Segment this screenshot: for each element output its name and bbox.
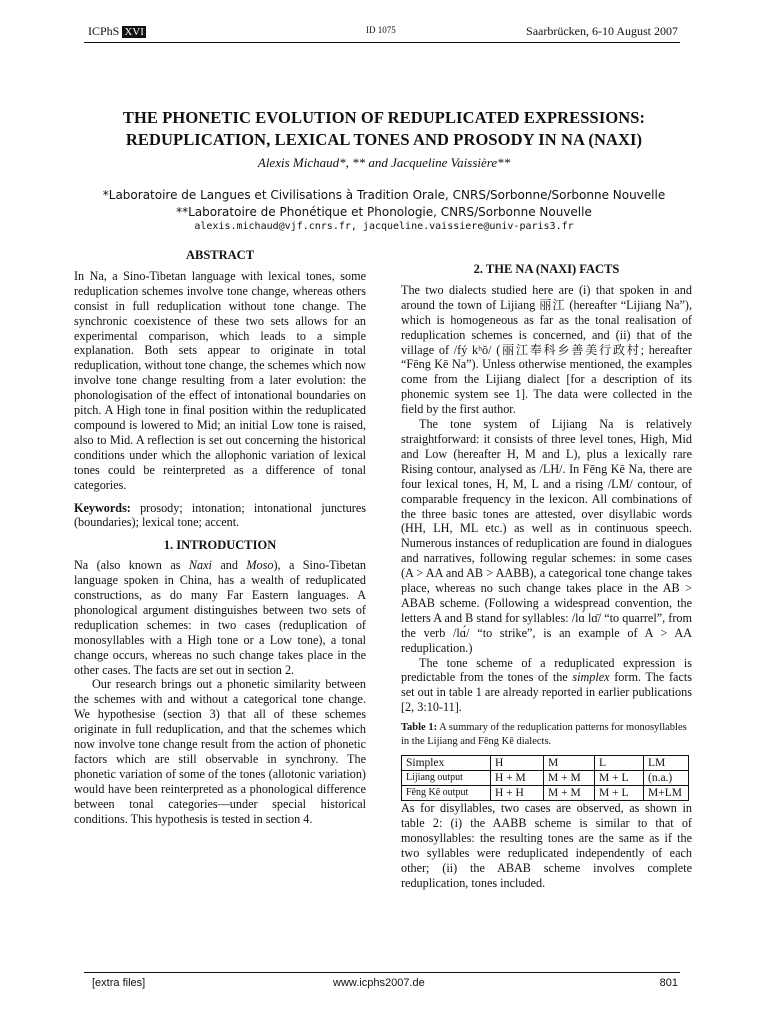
footer-left: [extra files] [92,977,146,989]
table-cell: M+LM [644,786,689,801]
authors: Alexis Michaud*, ** and Jacqueline Vaissière** [257,155,511,170]
paper-id: ID 1075 [366,25,396,35]
section-2-paragraph-1: The two dialects studied here are (i) that spoken in and around the town of Lijiang 丽江 (hereafter “Lijiang Na”), which is homogeneous as far as the tonal realisation of reduplication schemes is concerned, and (ii) that of the village of /fý kʰǒ/ (丽江奉科乡善美行政村; hereafter “Fēng Kē Na”). Unless otherwise mentioned, the examples come from the Lijiang dialect [for a description of its phonemic system see 1]. The data were collected in the field by the first author. [401,282,692,417]
table-1 [401,755,689,801]
affiliation-1: *Laboratoire de Langues et Civilisations à Tradition Orale, CNRS/Sorbonne/Sorbonne Nouvelle [102,188,666,202]
table-cell: (n.a.) [644,771,689,786]
table-cell: H + M [491,771,544,786]
section-2-paragraph-3: The tone scheme of a reduplicated expression is predictable from the tones of the simplex form. The facts set out in table 1 are already reported in earlier publications [2, 3:10-11]. [401,655,692,715]
title-line-2: REDUPLICATION, LEXICAL TONES AND PROSODY IN NA (NAXI) [125,130,643,149]
conference-numeral: XVI [124,26,144,38]
title-line-1: THE PHONETIC EVOLUTION OF REDUPLICATED EXPRESSIONS: [122,108,646,127]
table-cell: Fēng Kē output [402,786,491,801]
location-date: Saarbrücken, 6-10 August 2007 [526,24,678,38]
left-column [74,248,366,827]
section-2-paragraph-2: The tone system of Lijiang Na is relatively straightforward: it consists of three level tones, High, Mid and Low (hereafter H, M and L), plus a lexically rare Rising contour, analysed as /LH/. In Fēng Kē Na, there are four lexical tones, H, M, L and a rising /LM/ contour, of comparable frequency in the lexicon. All combinations of the three basic tones are attested, over disyllabic words (HH, LH, ML etc.) as well as in continuous speech. Numerous instances of reduplication are found in dialogues and narratives, following regular schemes: in some cases (A > AA and AB > AABB), a categorical tone change takes place, whereas no such change takes place in the AB > ABAB scheme. (Following a widespread convention, the letters A and B stand for syllables: /lɑ́ lɑ̄/ “to quarrel”, from the verb /lɑ́/ “to strike”, is an example of A > AA reduplication.) [401,417,692,655]
section-2-heading: 2. THE NA (NAXI) FACTS [473,262,620,276]
paper-title [60,107,708,151]
table-cell: L [595,756,644,771]
section-2-paragraph-4: As for disyllables, two cases are observed, as shown in table 2: (i) the AABB scheme is similar to that of monosyllables: the resulting tones are the same as if the two syllables were reduplicated independently of each other; (ii) the ABAB scheme involves complete reduplication, tones included. [401,801,692,890]
table-cell: H + H [491,786,544,801]
table-header-row [402,756,689,771]
table-cell: M + M [544,786,595,801]
keywords [74,501,366,531]
table-cell: Lijiang output [402,771,491,786]
author-emails: alexis.michaud@vjf.cnrs.fr, jacqueline.vaissiere@univ-paris3.fr [194,221,574,232]
table-cell: H [491,756,544,771]
table-1-caption: Table 1: A summary of the reduplication patterns for monosyllables in the Lijiang and Fēng Kē dialects. [401,722,687,748]
abstract-heading: ABSTRACT [185,248,255,262]
table-cell: M + L [595,786,644,801]
footer-rule [84,972,680,973]
footer-url[interactable]: www.icphs2007.de [333,977,425,989]
table-cell: M [544,756,595,771]
table-cell: M + L [595,771,644,786]
table-cell: M + M [544,771,595,786]
table-cell: LM [644,756,689,771]
table-row [402,771,689,786]
header-rule [84,42,680,43]
intro-paragraph-2: Our research brings out a phonetic similarity between the schemes with and without a categorical tone change. We hypothesise (section 3) that all of these schemes originate in full reduplication, and that the schemes which now involve tone change result from the action of phonetic factors which are still observable in synchrony. The phonetic variation of some of the tones (allotonic variation) would have been reinterpreted as a phonological difference between tonal categories—under special historical conditions. This hypothesis is tested in section 4. [74,677,366,826]
keywords-text: prosody; intonation; intonational junctures (boundaries); lexical tone; accent. [74,500,367,530]
abstract-text: In Na, a Sino-Tibetan language with lexical tones, some reduplication schemes involve tone change, whereas others consist in full reduplication without tone change. The synchronic coexistence of these two sets allows for an experimental comparison, which leads to a simple explanation. Both sets appear to originate in total reduplication, without tone change, the schemes which now involve tone change resulting from a later evolution: the phonologisation of the effect of intonational boundaries on pitch. A High tone in final position within the reduplicated compound is lowered to Mid; an initial Low tone is raised, also to Mid. A reflection is set out concerning the historical conditions under which the allophonic variation of lexical tones could be reinterpreted as a difference of tonal categories. [74,268,366,492]
table-cell: Simplex [402,756,491,771]
affiliation-2: **Laboratoire de Phonétique et Phonologie, CNRS/Sorbonne Nouvelle [176,205,592,219]
table-row [402,786,689,801]
keywords-label: Keywords: [74,500,131,515]
page-number: 801 [659,977,678,989]
intro-heading: 1. INTRODUCTION [163,538,277,553]
conference-label: ICPhS XVI [88,24,144,38]
right-column [401,262,692,891]
running-header [88,24,678,40]
intro-paragraph-1: Na (also known as Naxi and Moso), a Sino-Tibetan language spoken in China, has a wealth of reduplicated constructions, as do many Far Eastern languages. A phonological argument distinguishes between two sets of reduplication schemes: in two cases (reduplication of monosyllables with a High tone or a Low tone), a tonal change occurs, whereas no such change takes place in the other cases. The facts are set out in section 2. [74,558,366,677]
